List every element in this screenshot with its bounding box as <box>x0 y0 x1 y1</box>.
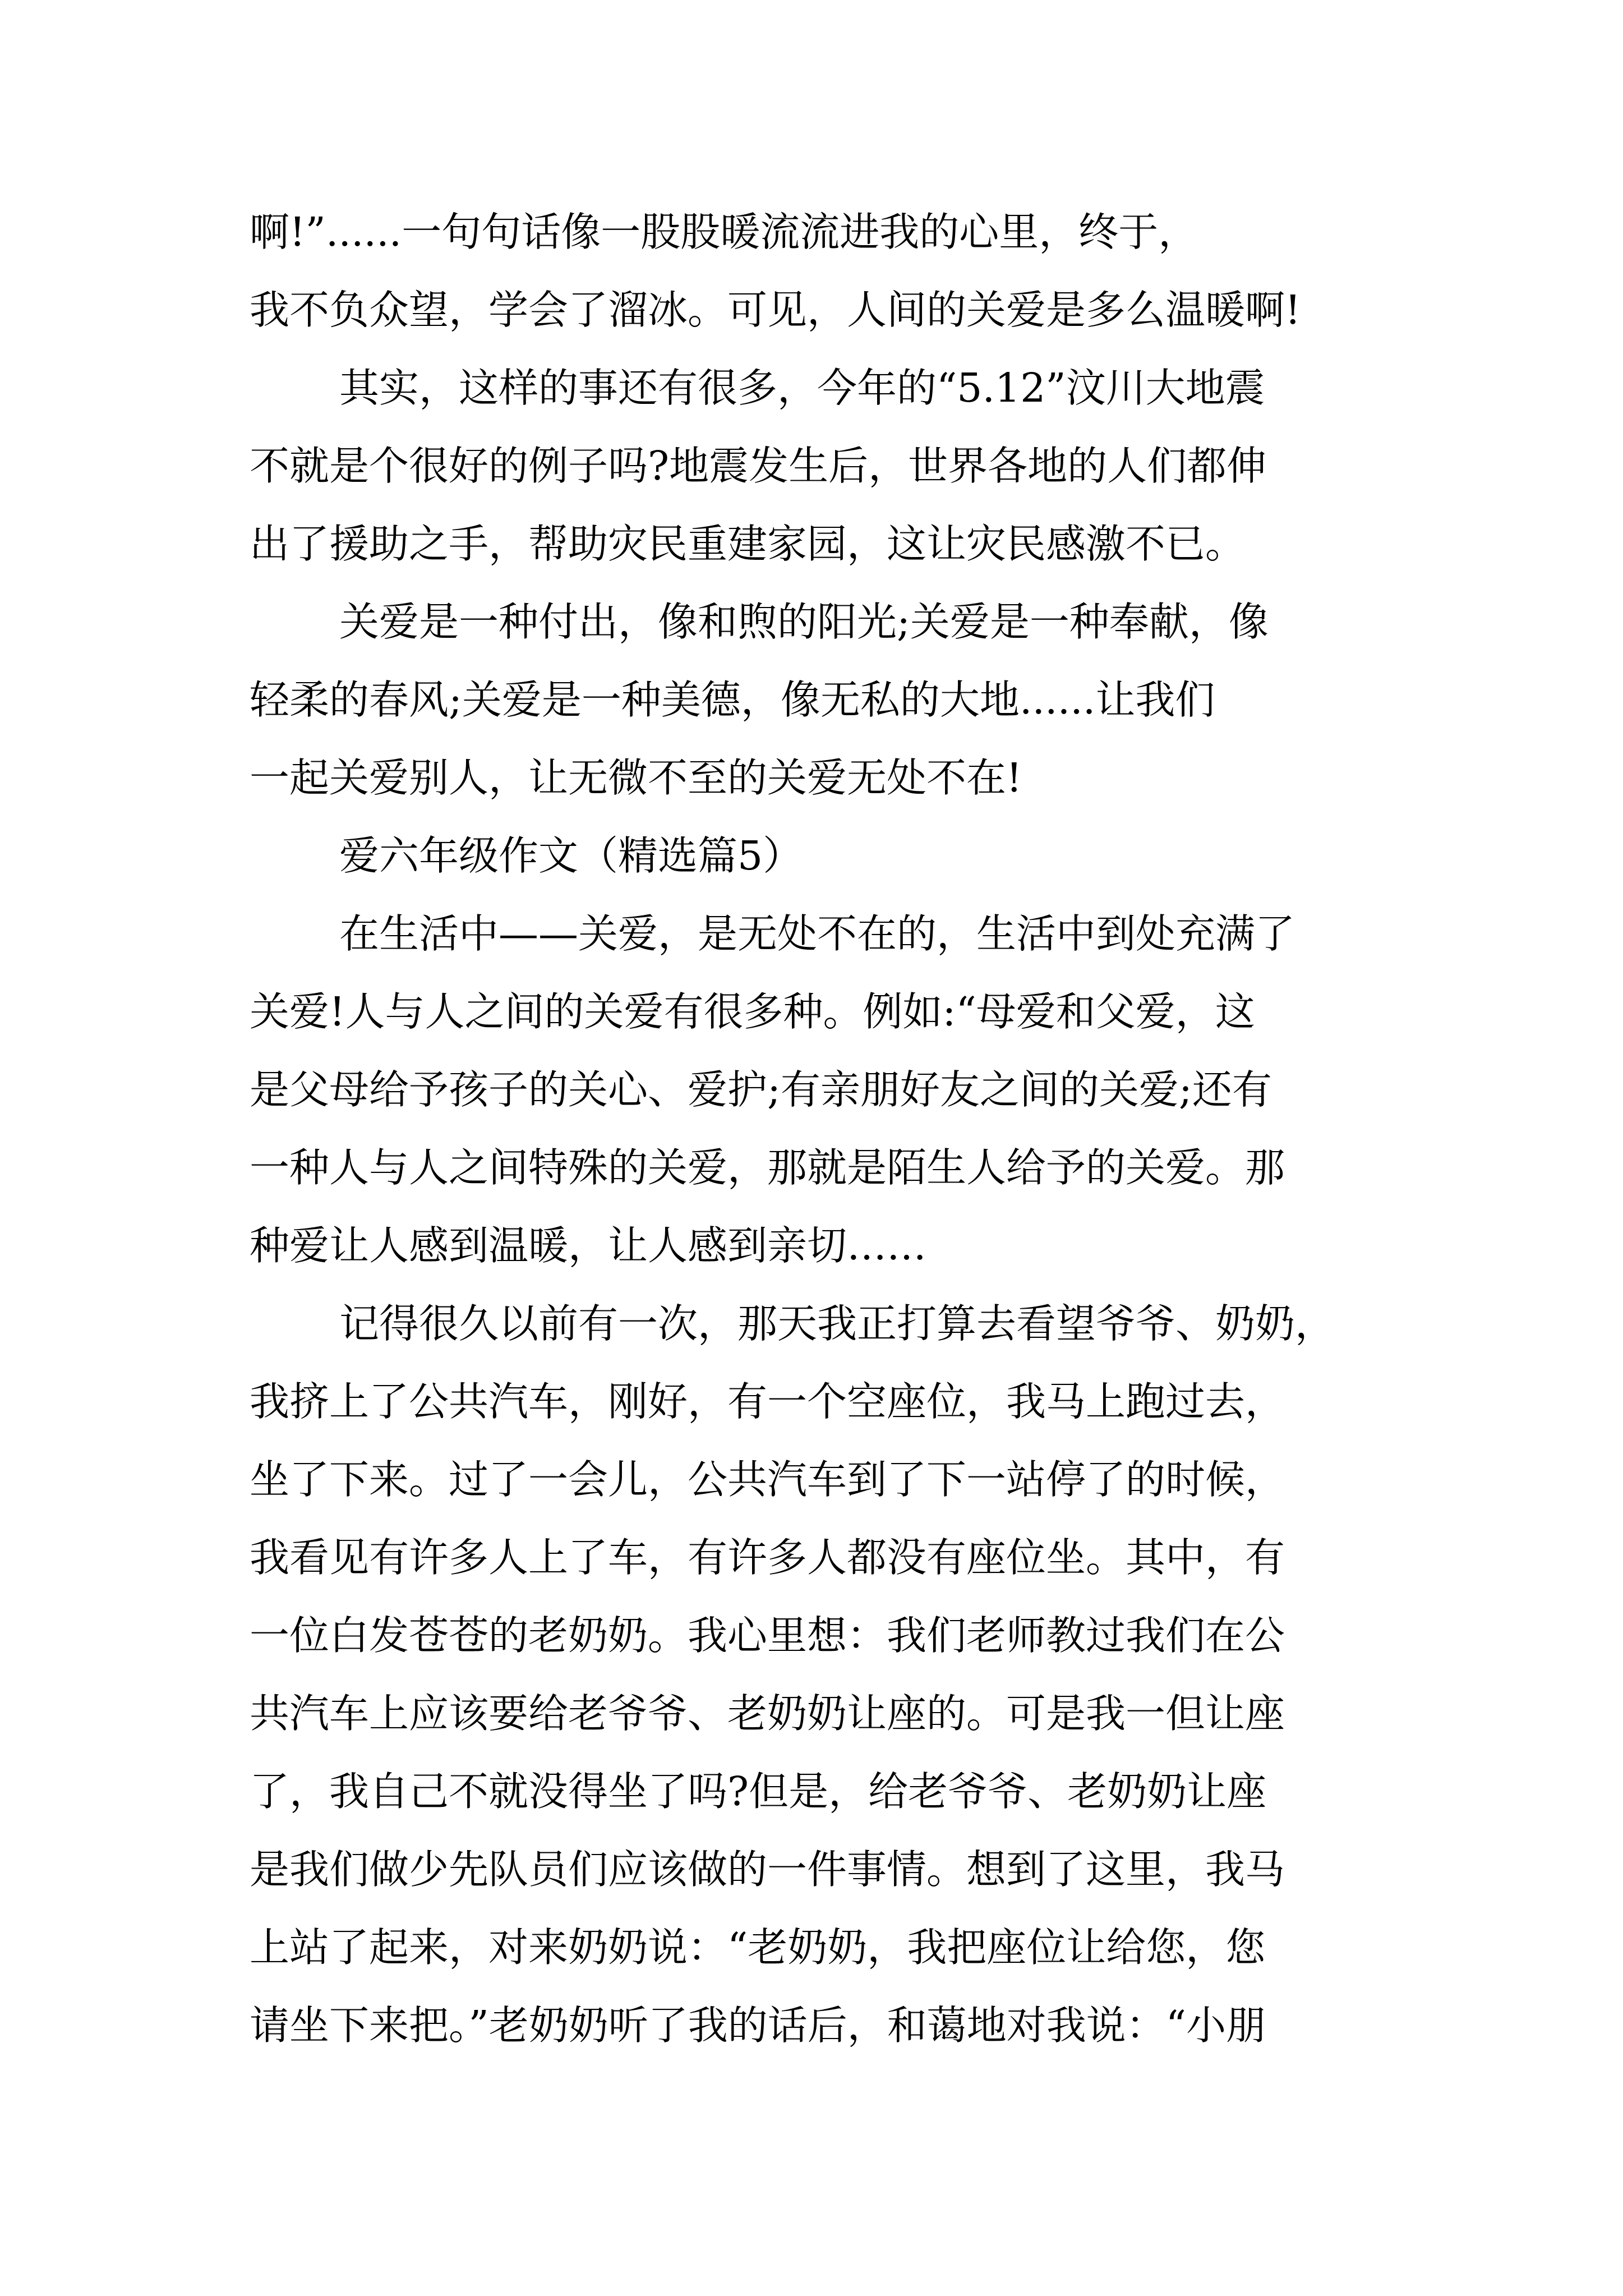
text-line: 在生活中——关爱，是无处不在的，生活中到处充满了 <box>339 910 1295 957</box>
text-line: 共汽车上应该要给老爷爷、老奶奶让座的。可是我一但让座 <box>250 1690 1285 1737</box>
text-line: 关爱是一种付出，像和煦的阳光;关爱是一种奉献，像 <box>339 599 1269 645</box>
text-line: 一位白发苍苍的老奶奶。我心里想：我们老师教过我们在公 <box>250 1612 1285 1659</box>
text-line: 坐了下来。过了一会儿，公共汽车到了下一站停了的时候， <box>250 1456 1285 1503</box>
text-line: 我挤上了公共汽车，刚好，有一个空座位，我马上跑过去， <box>250 1378 1285 1425</box>
text-line: 上站了起来，对来奶奶说：“老奶奶，我把座位让给您，您 <box>250 1924 1266 1971</box>
text-line: 轻柔的春风;关爱是一种美德，像无私的大地......让我们 <box>250 677 1215 723</box>
text-line: 种爱让人感到温暖，让人感到亲切…… <box>250 1222 927 1269</box>
text-line: 是父母给予孩子的关心、爱护;有亲朋好友之间的关爱;还有 <box>250 1066 1272 1113</box>
document-body <box>250 193 1394 2064</box>
text-line: 不就是个很好的例子吗?地震发生后，世界各地的人们都伸 <box>250 443 1267 489</box>
section-heading: 爱六年级作文（精选篇5） <box>339 832 803 879</box>
text-line: 其实，这样的事还有很多，今年的“5.12”汶川大地震 <box>339 365 1265 411</box>
text-line: 出了援助之手，帮助灾民重建家园，这让灾民感激不已。 <box>250 521 1246 567</box>
text-line: 记得很久以前有一次，那天我正打算去看望爷爷、奶奶， <box>339 1300 1335 1347</box>
text-line: 一起关爱别人，让无微不至的关爱无处不在! <box>250 754 1022 801</box>
text-line: 请坐下来把。”老奶奶听了我的话后，和蔼地对我说：“小朋 <box>250 2002 1266 2049</box>
text-line: 关爱!人与人之间的关爱有很多种。例如:“母爱和父爱，这 <box>250 988 1255 1035</box>
text-line: 一种人与人之间特殊的关爱，那就是陌生人给予的关爱。那 <box>250 1144 1285 1191</box>
text-line: 是我们做少先队员们应该做的一件事情。想到了这里，我马 <box>250 1846 1285 1893</box>
text-line: 啊!”......一句句话像一股股暖流流进我的心里，终于， <box>250 209 1198 255</box>
text-line: 我不负众望，学会了溜冰。可见，人间的关爱是多么温暖啊! <box>250 287 1301 333</box>
text-line: 了，我自己不就没得坐了吗?但是，给老爷爷、老奶奶让座 <box>250 1768 1267 1815</box>
text-line: 我看见有许多人上了车，有许多人都没有座位坐。其中，有 <box>250 1534 1285 1581</box>
